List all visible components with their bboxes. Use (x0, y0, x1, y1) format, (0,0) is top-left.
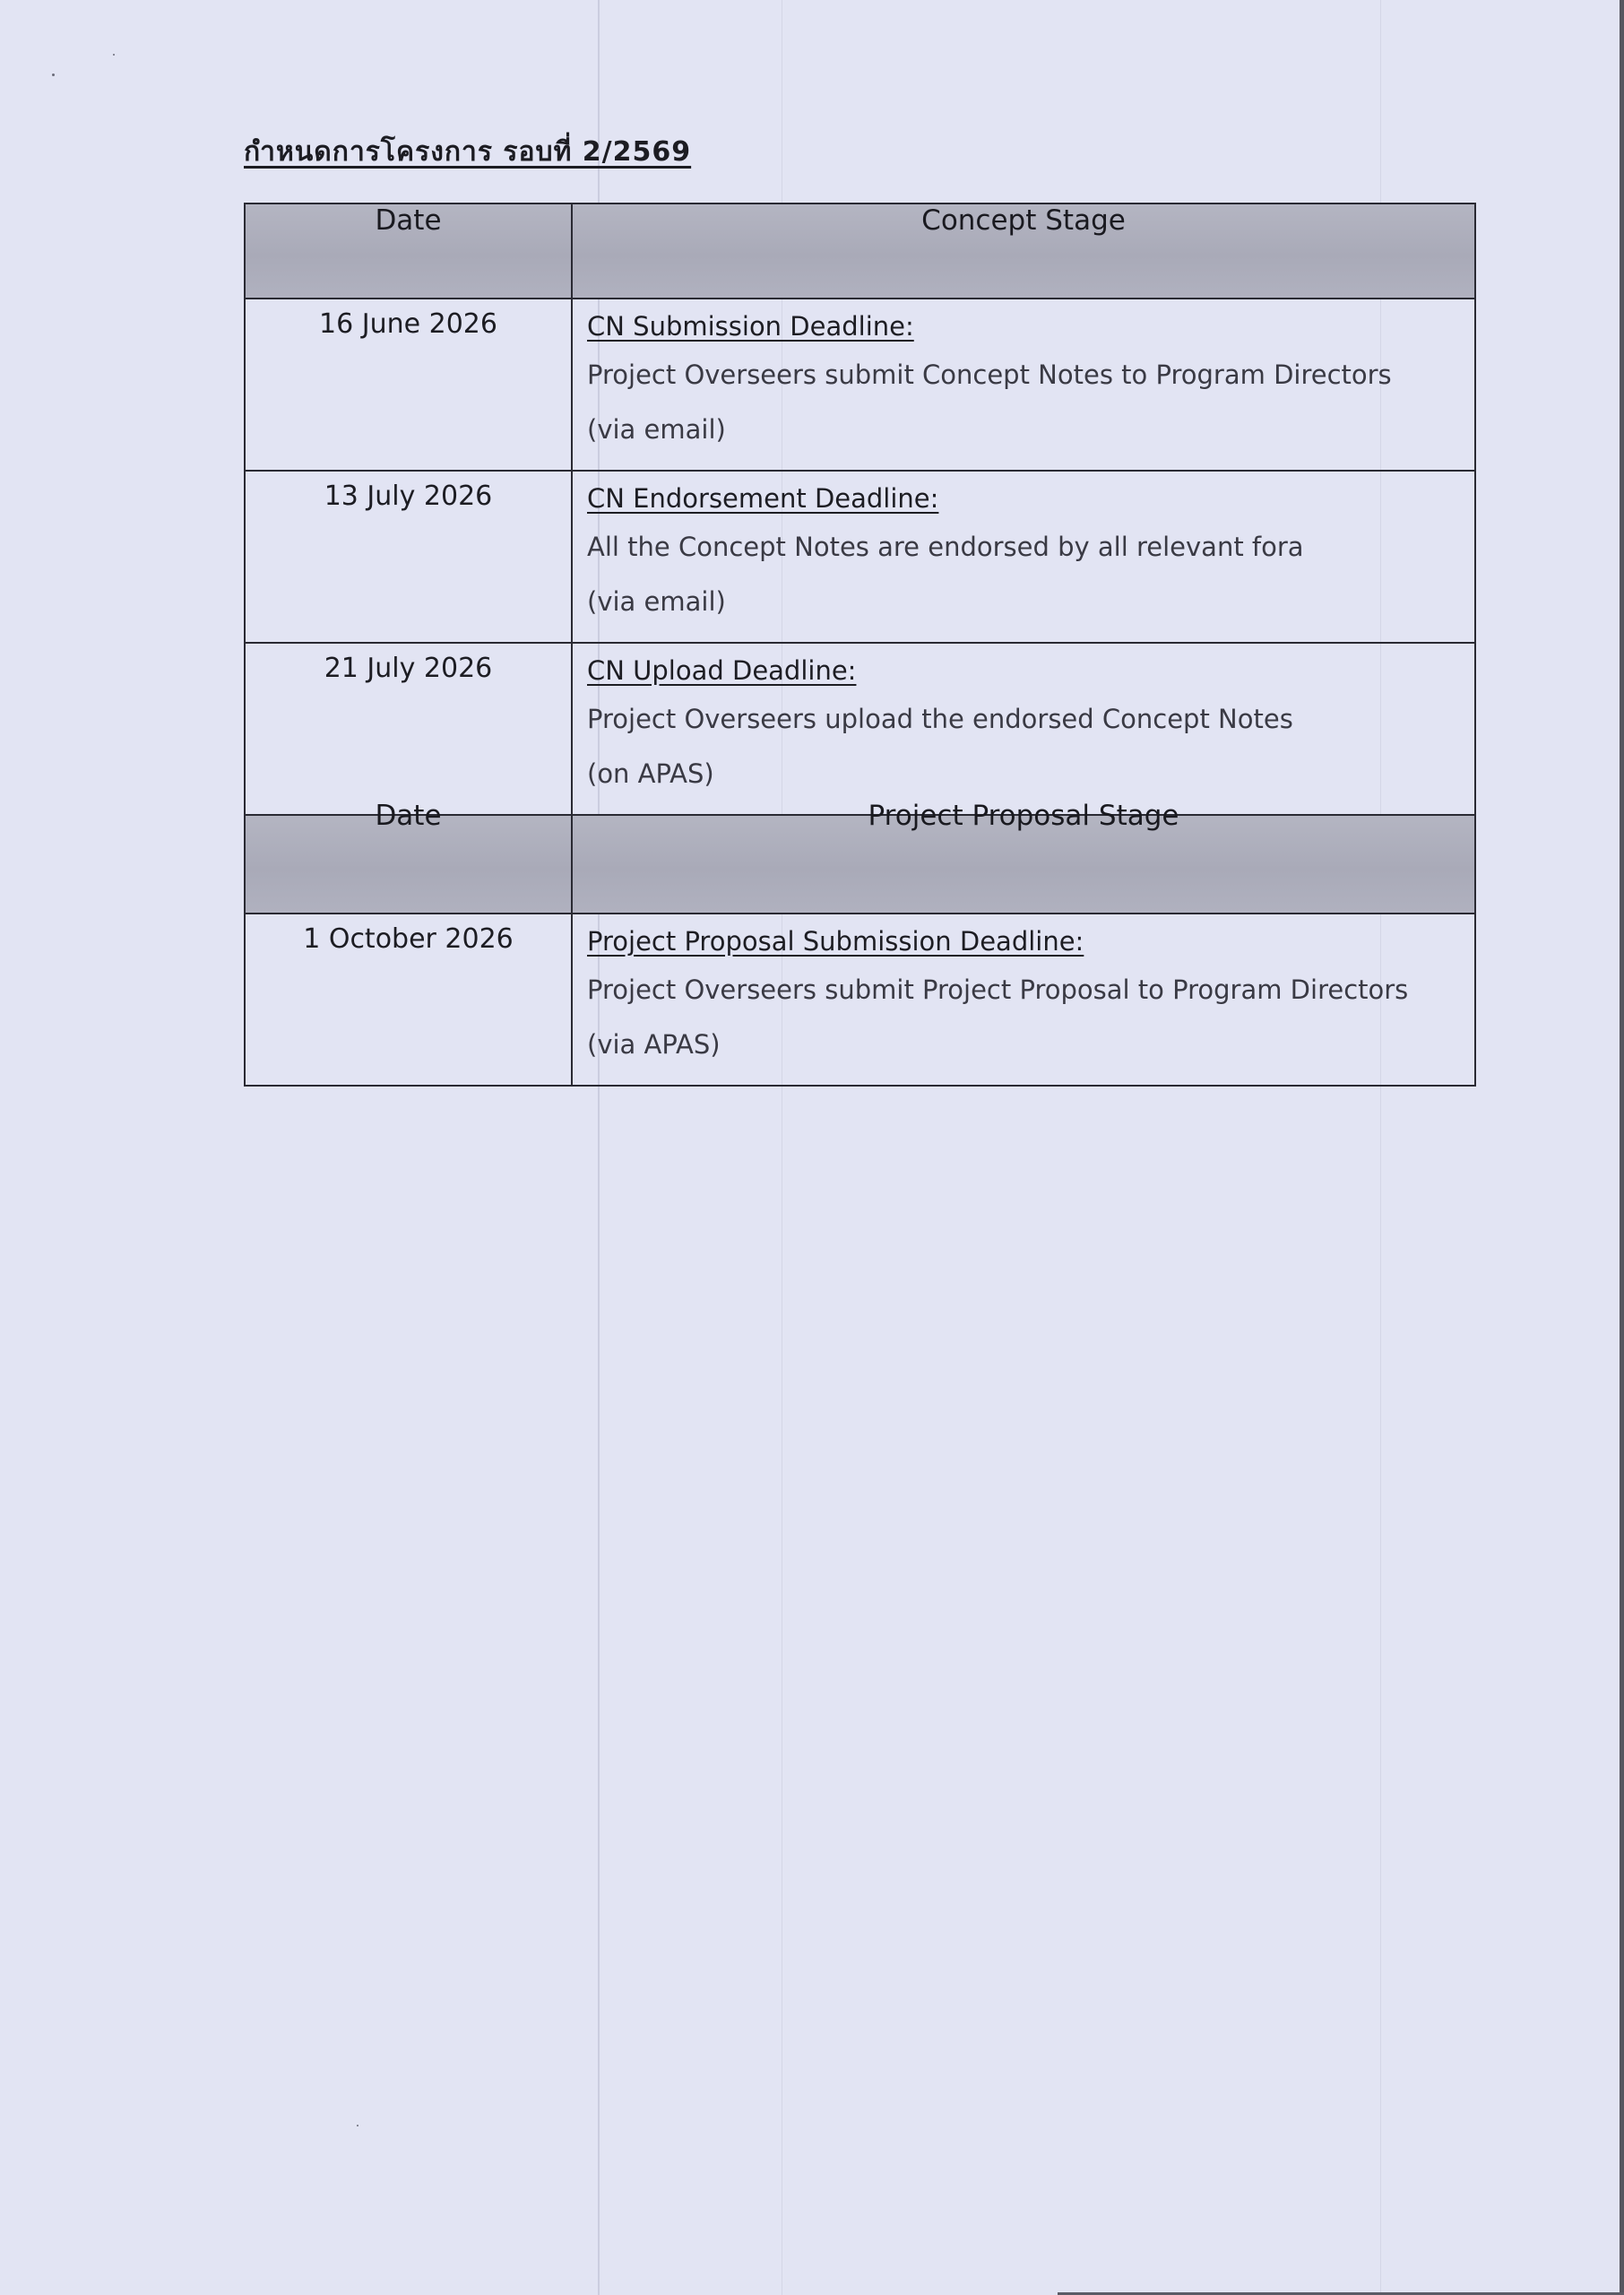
concept-stage-header-row (245, 204, 1475, 299)
stage-column-header (572, 204, 1475, 299)
date-cell: 1 October 2026 (245, 914, 572, 1086)
document-title: กำหนดการโครงการ รอบที่ 2/2569 (244, 136, 692, 168)
deadline-title: CN Upload Deadline: (587, 655, 857, 686)
scan-speck (52, 74, 55, 76)
proposal-stage-label: Project Proposal Stage (868, 800, 1179, 832)
date-cell: 16 June 2026 (245, 299, 572, 471)
proposal-stage-header-row (245, 815, 1475, 914)
deadline-description: All the Concept Notes are endorsed by all relevant fora (587, 532, 1304, 562)
scan-edge-shadow (1620, 0, 1624, 2295)
deadline-title: Project Proposal Submission Deadline: (587, 926, 1084, 957)
table-row (245, 471, 1475, 643)
table-row (245, 914, 1475, 1086)
scan-speck (357, 2125, 358, 2126)
deadline-description: Project Overseers submit Project Proposal to Program Directors (587, 974, 1409, 1005)
date-cell: 21 July 2026 (245, 643, 572, 815)
table-row (245, 299, 1475, 471)
date-column-header (245, 204, 572, 299)
deadline-title: CN Submission Deadline: (587, 311, 914, 342)
description-cell (572, 643, 1475, 815)
deadline-description: Project Overseers upload the endorsed Concept Notes (587, 704, 1293, 734)
description-cell (572, 299, 1475, 471)
deadline-title: CN Endorsement Deadline: (587, 483, 939, 514)
date-header-label: Date (375, 204, 442, 237)
deadline-channel: (via email) (587, 414, 726, 445)
scan-speck (113, 54, 115, 56)
date-cell: 13 July 2026 (245, 471, 572, 643)
deadline-channel: (via APAS) (587, 1029, 721, 1060)
schedule-table (244, 203, 1476, 1087)
deadline-channel: (on APAS) (587, 758, 714, 789)
description-cell (572, 471, 1475, 643)
deadline-description: Project Overseers submit Concept Notes to Program Directors (587, 359, 1392, 390)
date-header-label: Date (375, 800, 442, 832)
description-cell (572, 914, 1475, 1086)
stage-column-header (572, 800, 1475, 914)
deadline-channel: (via email) (587, 586, 726, 617)
date-column-header (245, 800, 572, 914)
table-row (245, 643, 1475, 815)
concept-stage-label: Concept Stage (921, 204, 1126, 237)
